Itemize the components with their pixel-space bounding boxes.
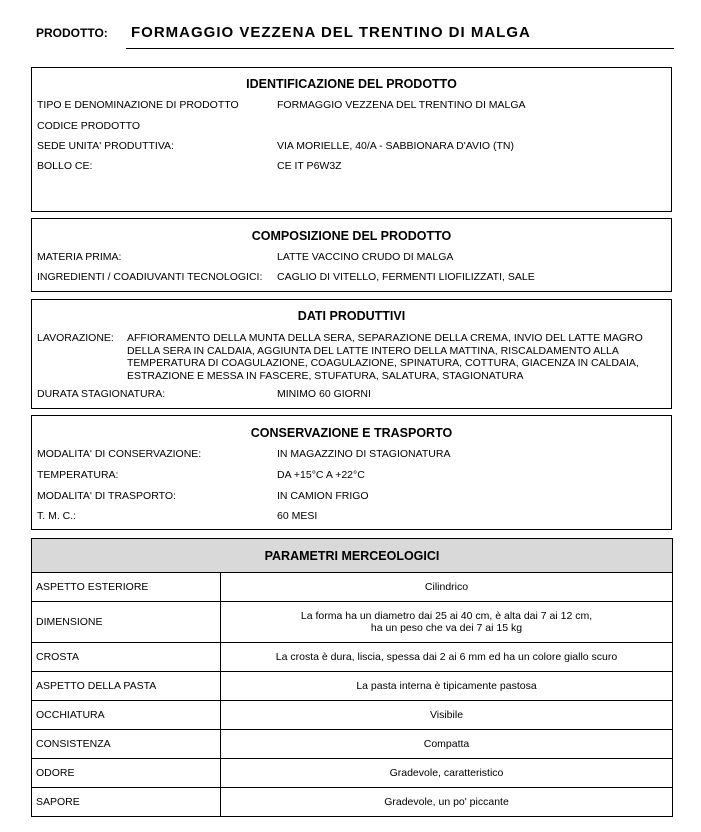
info-key: CODICE PRODOTTO — [37, 120, 141, 132]
table-row — [32, 643, 673, 672]
parametri-table — [31, 538, 673, 817]
table-title: PARAMETRI MERCEOLOGICI — [32, 539, 673, 573]
section-title: DATI PRODUTTIVI — [297, 309, 406, 323]
param-name: CONSISTENZA — [32, 730, 221, 759]
param-value — [221, 788, 673, 817]
table-row — [32, 701, 673, 730]
info-value: CAGLIO DI VITELLO, FERMENTI LIOFILIZZATI, SALE — [277, 271, 535, 283]
info-key: MODALITA' DI TRASPORTO: — [37, 490, 176, 502]
info-key: INGREDIENTI / COADIUVANTI TECNOLOGICI: — [37, 271, 263, 283]
param-value-line: La crosta è dura, liscia, spessa dai 2 ai 6 mm ed ha un colore giallo scuro — [275, 651, 618, 663]
info-value: MINIMO 60 GIORNI — [277, 388, 371, 400]
info-key: TIPO E DENOMINAZIONE DI PRODOTTO — [37, 99, 239, 111]
param-value — [221, 701, 673, 730]
param-value — [221, 730, 673, 759]
info-value: CE IT P6W3Z — [277, 160, 342, 172]
param-value-line: Gradevole, caratteristico — [389, 767, 504, 779]
param-name: ASPETTO ESTERIORE — [32, 573, 221, 602]
param-value-line: Compatta — [423, 738, 470, 750]
info-key: LAVORAZIONE: — [37, 332, 114, 344]
section-title: COMPOSIZIONE DEL PRODOTTO — [251, 229, 452, 243]
param-value — [221, 602, 673, 643]
table-row — [32, 730, 673, 759]
table-row — [32, 788, 673, 817]
param-value — [221, 643, 673, 672]
param-name: DIMENSIONE — [32, 602, 221, 643]
lavorazione-text — [127, 332, 672, 382]
param-value-line: Gradevole, un po' piccante — [384, 796, 509, 808]
lavorazione-line: DELLA SERA IN CALDAIA, AGGIUNTA DEL LATTE INTERO DELLA MATTINA, RISCALDAMENTO ALLA — [127, 344, 619, 357]
param-name: ASPETTO DELLA PASTA — [32, 672, 221, 701]
info-value: VIA MORIELLE, 40/A - SABBIONARA D'AVIO (TN) — [277, 140, 514, 152]
info-value: 60 MESI — [277, 510, 318, 522]
param-value — [221, 573, 673, 602]
section-title: CONSERVAZIONE E TRASPORTO — [250, 426, 453, 440]
param-name: OCCHIATURA — [32, 701, 221, 730]
param-name: ODORE — [32, 759, 221, 788]
table-row — [32, 672, 673, 701]
param-name: SAPORE — [32, 788, 221, 817]
section-title: IDENTIFICAZIONE DEL PRODOTTO — [246, 77, 457, 91]
lavorazione-line: TEMPERATURA DI COAGULAZIONE, COAGULAZIONE, SPINATURA, COTTURA, GIACENZA IN CALDAIA, — [127, 357, 639, 369]
info-key: SEDE UNITA' PRODUTTIVA: — [37, 140, 174, 152]
info-value: FORMAGGIO VEZZENA DEL TRENTINO DI MALGA — [277, 99, 526, 111]
product-name: FORMAGGIO VEZZENA DEL TRENTINO DI MALGA — [131, 24, 531, 41]
param-value-line: Visibile — [429, 709, 464, 721]
info-key: T. M. C.: — [37, 510, 77, 522]
info-key: BOLLO CE: — [37, 160, 93, 172]
info-key: MODALITA' DI CONSERVAZIONE: — [37, 448, 202, 460]
param-value-line: La pasta interna è tipicamente pastosa — [356, 680, 537, 692]
section-dati-produttivi — [31, 299, 672, 409]
product-label: PRODOTTO: — [36, 26, 108, 40]
table-row — [32, 573, 673, 602]
param-name: CROSTA — [32, 643, 221, 672]
info-value: LATTE VACCINO CRUDO DI MALGA — [277, 251, 454, 263]
param-value-line: La forma ha un diametro dai 25 ai 40 cm, è alta dai 7 ai 12 cm, — [300, 610, 593, 622]
param-value-line: ha un peso che va dei 7 ai 15 kg — [370, 622, 523, 634]
section-identificazione — [31, 67, 672, 212]
param-value-line: Cilindrico — [424, 581, 469, 593]
info-key: TEMPERATURA: — [37, 469, 119, 481]
lavorazione-line: AFFIORAMENTO DELLA MUNTA DELLA SERA, SEPARAZIONE DELLA CREMA, INVIO DEL LATTE MAGRO — [127, 332, 643, 344]
info-key: DURATA STAGIONATURA: — [37, 388, 166, 400]
header-underline — [126, 48, 674, 49]
table-row — [32, 759, 673, 788]
lavorazione-line: ESTRAZIONE E MESSA IN FASCERE, STUFATURA, SALATURA, STAGIONATURA — [127, 369, 524, 382]
table-header-row — [32, 539, 673, 573]
info-value: DA +15°C A +22°C — [277, 469, 365, 481]
section-conservazione — [31, 415, 672, 530]
info-key: MATERIA PRIMA: — [37, 251, 122, 263]
info-value: IN MAGAZZINO DI STAGIONATURA — [277, 448, 451, 460]
param-value — [221, 759, 673, 788]
param-value — [221, 672, 673, 701]
info-value: IN CAMION FRIGO — [277, 490, 369, 502]
table-row — [32, 602, 673, 643]
section-composizione — [31, 218, 672, 292]
